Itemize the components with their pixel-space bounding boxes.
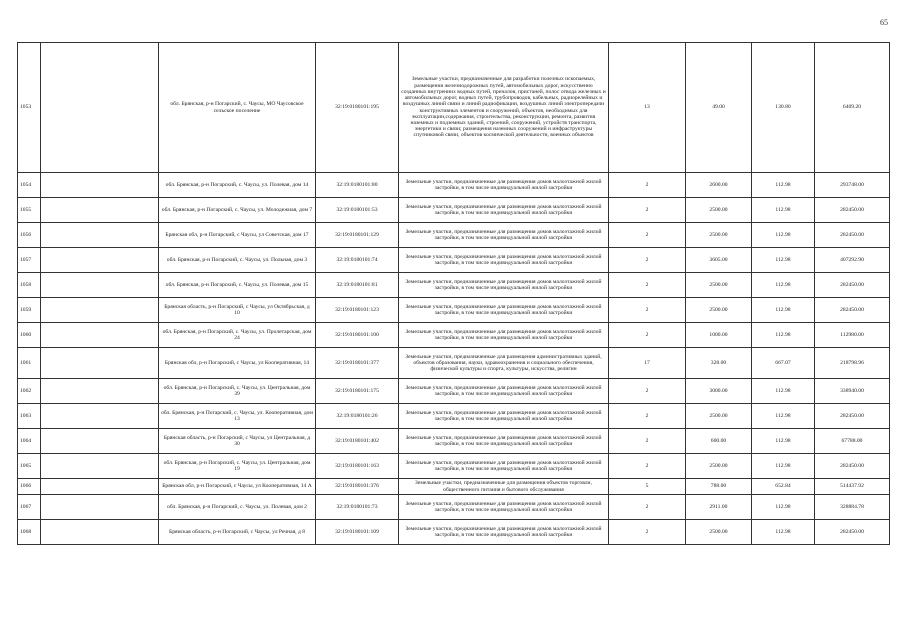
rate-cell: 112.98	[752, 404, 815, 429]
address-cell: Брянская обл, р-н Погарский, с Чаусы, ул Советская, дом 17	[159, 223, 316, 248]
row-number: 1053	[18, 43, 41, 173]
area-cell: 788.00	[686, 479, 752, 495]
table-row	[18, 520, 890, 545]
land-use-cell: Земельные участки, предназначенные для размещения домов малоэтажной жилой застройки, в том числе индивидуальной жилой застройки	[399, 404, 609, 429]
address-cell: обл. Брянская, р-н Погарский, с. Чаусы, ул. Молодежная, дом 7	[159, 198, 316, 223]
cadastral-value-cell: 282450.00	[815, 223, 890, 248]
use-category-cell: 13	[609, 43, 686, 173]
row-number: 1066	[18, 479, 41, 495]
rate-cell: 112.98	[752, 198, 815, 223]
address-cell: обл. Брянская, р-н Погарский, с. Чаусы, ул. Польная, дом 3	[159, 248, 316, 273]
blank-cell	[41, 479, 159, 495]
row-number: 1061	[18, 348, 41, 379]
area-cell: 2500.00	[686, 198, 752, 223]
area-cell: 2500.00	[686, 223, 752, 248]
area-cell: 2911.00	[686, 495, 752, 520]
area-cell: 2500.00	[686, 404, 752, 429]
blank-cell	[41, 348, 159, 379]
table-row	[18, 454, 890, 479]
area-cell: 3000.00	[686, 379, 752, 404]
cadastral-number-cell: 32:19:0180101:100	[316, 323, 399, 348]
land-use-cell: Земельные участки, предназначенные для размещения домов малоэтажной жилой застройки, в том числе индивидуальной жилой застройки	[399, 323, 609, 348]
cadastral-number-cell: 32:19:0180101:81	[316, 273, 399, 298]
row-number: 1060	[18, 323, 41, 348]
row-number: 1068	[18, 520, 41, 545]
blank-cell	[41, 273, 159, 298]
land-use-cell: Земельные участки, предназначенные для размещения домов малоэтажной жилой застройки, в том числе индивидуальной жилой застройки	[399, 198, 609, 223]
blank-cell	[41, 454, 159, 479]
row-number: 1067	[18, 495, 41, 520]
land-use-cell: Земельные участки, предназначенные для размещения домов малоэтажной жилой застройки, в том числе индивидуальной жилой застройки	[399, 429, 609, 454]
blank-cell	[41, 173, 159, 198]
use-category-cell: 2	[609, 520, 686, 545]
cadastral-value-cell: 282450.00	[815, 198, 890, 223]
address-cell: обл. Брянская, р-н Погарский, с. Чаусы, МО Чаусовское сельское поселение	[159, 43, 316, 173]
table-row	[18, 429, 890, 454]
land-use-cell: Земельные участки, предназначенные для размещения объектов торговли, общественного питания и бытового обслуживания	[399, 479, 609, 495]
blank-cell	[41, 404, 159, 429]
land-use-cell: Земельные участки, предназначенные для размещения домов малоэтажной жилой застройки, в том числе индивидуальной жилой застройки	[399, 273, 609, 298]
use-category-cell: 2	[609, 173, 686, 198]
row-number: 1056	[18, 223, 41, 248]
area-cell: 328.00	[686, 348, 752, 379]
table-body	[18, 43, 890, 545]
use-category-cell: 5	[609, 479, 686, 495]
use-category-cell: 2	[609, 298, 686, 323]
land-use-cell: Земельные участки, предназначенные для размещения домов малоэтажной жилой застройки, в том числе индивидуальной жилой застройки	[399, 173, 609, 198]
blank-cell	[41, 495, 159, 520]
area-cell: 1000.00	[686, 323, 752, 348]
table-row	[18, 273, 890, 298]
cadastral-value-cell: 282450.00	[815, 273, 890, 298]
row-number: 1058	[18, 273, 41, 298]
address-cell: обл. Брянская, р-н Погарский, с. Чаусы, ул. Центральная, дом 19	[159, 454, 316, 479]
table-row	[18, 223, 890, 248]
cadastral-value-cell: 282450.00	[815, 520, 890, 545]
rate-cell: 130.80	[752, 43, 815, 173]
rate-cell: 112.98	[752, 173, 815, 198]
rate-cell: 112.98	[752, 323, 815, 348]
cadastral-number-cell: 32:19:0180101:175	[316, 379, 399, 404]
blank-cell	[41, 379, 159, 404]
table-row	[18, 404, 890, 429]
cadastral-value-cell: 282450.00	[815, 404, 890, 429]
use-category-cell: 2	[609, 198, 686, 223]
rate-cell: 112.98	[752, 495, 815, 520]
row-number: 1062	[18, 379, 41, 404]
blank-cell	[41, 298, 159, 323]
address-cell: обл. Брянская, р-н Погарский, с. Чаусы, ул. Полевая, дом 14	[159, 173, 316, 198]
rate-cell: 112.98	[752, 248, 815, 273]
cadastral-value-cell: 67788.00	[815, 429, 890, 454]
row-number: 1057	[18, 248, 41, 273]
cadastral-number-cell: 32:19:0180101:376	[316, 479, 399, 495]
land-use-cell: Земельные участки, предназначенные для разработки полезных ископаемых, размещения железнодорожных путей, автомобильных дорог, искусственно созданных внутренних водных путей, причалов, пристаней, полос отвода железных и автомобильных дорог, водных путей, трубопроводов, кабельных, радиорелейных и воздушных линий связи и линий радиофикации, воздушных линий электропередачи конструктивных элементов и сооружений, объектов, необходимых для эксплуатации,содержания, строительства, реконструкции, ремонта, развития наземных и подземных зданий, строений, сооружений, устройств транспорта, энергетики и связи; размещения наземных сооружений и инфраструктуры спутниковой связи, объектов космической деятельности, военных объектов	[399, 43, 609, 173]
land-use-cell: Земельные участки, предназначенные для размещения домов малоэтажной жилой застройки, в том числе индивидуальной жилой застройки	[399, 495, 609, 520]
land-use-cell: Земельные участки, предназначенные для размещения домов малоэтажной жилой застройки, в том числе индивидуальной жилой застройки	[399, 454, 609, 479]
blank-cell	[41, 429, 159, 454]
table-row	[18, 298, 890, 323]
use-category-cell: 2	[609, 223, 686, 248]
land-use-cell: Земельные участки, предназначенные для размещения домов малоэтажной жилой застройки, в том числе индивидуальной жилой застройки	[399, 298, 609, 323]
row-number: 1063	[18, 404, 41, 429]
blank-cell	[41, 248, 159, 273]
address-cell: обл. Брянская, р-н Погарский, с. Чаусы, ул. Полевая, дом 15	[159, 273, 316, 298]
land-use-cell: Земельные участки, предназначенные для размещения домов малоэтажной жилой застройки, в том числе индивидуальной жилой застройки	[399, 248, 609, 273]
cadastral-number-cell: 32:19:0180101:74	[316, 248, 399, 273]
address-cell: Брянская область, р-н Погарский, с Чаусы, ул Центральная, д 30	[159, 429, 316, 454]
area-cell: 600.00	[686, 429, 752, 454]
use-category-cell: 2	[609, 429, 686, 454]
land-use-cell: Земельные участки, предназначенные для размещения домов малоэтажной жилой застройки, в том числе индивидуальной жилой застройки	[399, 223, 609, 248]
table-row	[18, 198, 890, 223]
cadastral-number-cell: 32:19:0180101:402	[316, 429, 399, 454]
rate-cell: 112.98	[752, 520, 815, 545]
use-category-cell: 2	[609, 495, 686, 520]
area-cell: 2600.00	[686, 173, 752, 198]
cadastral-value-cell: 6409.20	[815, 43, 890, 173]
rate-cell: 112.98	[752, 379, 815, 404]
table-row	[18, 479, 890, 495]
cadastral-number-cell: 32:19:0180101:26	[316, 404, 399, 429]
use-category-cell: 17	[609, 348, 686, 379]
cadastral-value-cell: 293748.00	[815, 173, 890, 198]
use-category-cell: 2	[609, 404, 686, 429]
area-cell: 2500.00	[686, 454, 752, 479]
land-register-table	[17, 42, 890, 545]
area-cell: 2500.00	[686, 520, 752, 545]
cadastral-value-cell: 282450.00	[815, 454, 890, 479]
cadastral-value-cell: 514437.92	[815, 479, 890, 495]
blank-cell	[41, 43, 159, 173]
page-number: 65	[880, 18, 888, 27]
row-number: 1059	[18, 298, 41, 323]
blank-cell	[41, 323, 159, 348]
area-cell: 49.00	[686, 43, 752, 173]
use-category-cell: 2	[609, 323, 686, 348]
address-cell: обл. Брянская, р-н Погарский, с. Чаусы, ул. Кооперативная, дом 13	[159, 404, 316, 429]
rate-cell: 112.98	[752, 454, 815, 479]
table-row	[18, 379, 890, 404]
cadastral-number-cell: 32:19:0180101:195	[316, 43, 399, 173]
land-use-cell: Земельные участки, предназначенные для размещения домов малоэтажной жилой застройки, в том числе индивидуальной жилой застройки	[399, 520, 609, 545]
address-cell: Брянская обл, р-н Погарский, с Чаусы, ул Кооперативная, 14 А	[159, 479, 316, 495]
cadastral-value-cell: 112980.00	[815, 323, 890, 348]
table-row	[18, 323, 890, 348]
address-cell: Брянская обл, р-н Погарский, с Чаусы, ул Кооперативная, 14	[159, 348, 316, 379]
rate-cell: 112.98	[752, 273, 815, 298]
row-number: 1065	[18, 454, 41, 479]
use-category-cell: 2	[609, 454, 686, 479]
table-row	[18, 43, 890, 173]
blank-cell	[41, 198, 159, 223]
rate-cell: 112.98	[752, 298, 815, 323]
table-row	[18, 173, 890, 198]
use-category-cell: 2	[609, 379, 686, 404]
row-number: 1055	[18, 198, 41, 223]
cadastral-number-cell: 32:19:0180101:109	[316, 520, 399, 545]
table-row	[18, 348, 890, 379]
cadastral-number-cell: 32:19:0180101:80	[316, 173, 399, 198]
cadastral-value-cell: 338940.00	[815, 379, 890, 404]
table-row	[18, 248, 890, 273]
blank-cell	[41, 223, 159, 248]
address-cell: Брянская область, р-н Погарский, с Чаусы, ул Октябрьская, д 10	[159, 298, 316, 323]
land-use-cell: Земельные участки, предназначенные для размещения административных зданий, объектов образования, науки, здравоохранения и социального обеспечения, физической культуры и спорта, культуры, искусства, религии	[399, 348, 609, 379]
cadastral-number-cell: 32:19:0180101:53	[316, 198, 399, 223]
rate-cell: 652.84	[752, 479, 815, 495]
use-category-cell: 2	[609, 248, 686, 273]
cadastral-value-cell: 407292.90	[815, 248, 890, 273]
row-number: 1054	[18, 173, 41, 198]
area-cell: 2500.00	[686, 298, 752, 323]
row-number: 1064	[18, 429, 41, 454]
rate-cell: 112.98	[752, 223, 815, 248]
cadastral-number-cell: 32:19:0180101:377	[316, 348, 399, 379]
address-cell: обл. Брянская, р-н Погарский, с. Чаусы, ул. Центральная, дом 39	[159, 379, 316, 404]
cadastral-number-cell: 32:19:0180101:129	[316, 223, 399, 248]
address-cell: Брянская область, р-н Погарский, с Чаусы, ул Речная, д 8	[159, 520, 316, 545]
area-cell: 2500.00	[686, 273, 752, 298]
cadastral-value-cell: 218798.96	[815, 348, 890, 379]
use-category-cell: 2	[609, 273, 686, 298]
cadastral-number-cell: 32:19:0180101:163	[316, 454, 399, 479]
address-cell: обл. Брянская, р-н Погарский, с. Чаусы, ул. Полевая, дом 2	[159, 495, 316, 520]
cadastral-value-cell: 282450.00	[815, 298, 890, 323]
cadastral-value-cell: 328884.78	[815, 495, 890, 520]
address-cell: обл. Брянская, р-н Погарский, с. Чаусы, ул. Пролетарская, дом 24	[159, 323, 316, 348]
rate-cell: 667.07	[752, 348, 815, 379]
table-row	[18, 495, 890, 520]
area-cell: 3605.00	[686, 248, 752, 273]
cadastral-number-cell: 32:19:0180101:123	[316, 298, 399, 323]
land-use-cell: Земельные участки, предназначенные для размещения домов малоэтажной жилой застройки, в том числе индивидуальной жилой застройки	[399, 379, 609, 404]
rate-cell: 112.98	[752, 429, 815, 454]
cadastral-number-cell: 32:19:0180101:73	[316, 495, 399, 520]
blank-cell	[41, 520, 159, 545]
